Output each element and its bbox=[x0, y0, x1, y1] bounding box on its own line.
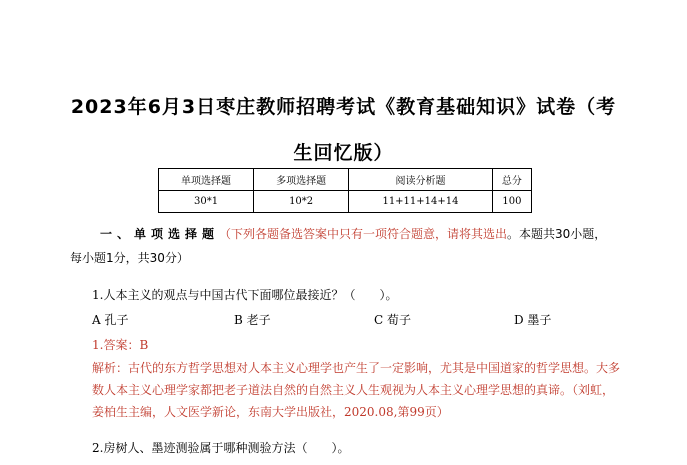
option-d: D 墨子 bbox=[514, 313, 552, 327]
score-header-cell: 多项选择题 bbox=[254, 169, 349, 191]
score-header-cell: 阅读分析题 bbox=[349, 169, 493, 191]
score-table-header-row bbox=[159, 169, 532, 191]
exam-title-line2: 生回忆版） bbox=[293, 142, 394, 164]
question-1-answer: 1.答案：B bbox=[92, 338, 149, 352]
option-a: A 孔子 bbox=[92, 313, 129, 327]
option-c: C 荀子 bbox=[374, 313, 411, 327]
exam-title-line1: 2023年6月3日枣庄教师招聘考试《教育基础知识》试卷（考 bbox=[70, 96, 617, 118]
question-1-explanation: 解析：古代的东方哲学思想对人本主义心理学也产生了一定影响，尤其是中国道家的哲学思想。大多数人本主义心理学家都把老子道法自然的自然主义人生观视为人本主义心理学思想的真谛。（刘虹，姜柏生主编，人文医学新论，东南大学出版社，2020.08,第99页） bbox=[92, 361, 621, 419]
score-value-cell: 100 bbox=[492, 191, 531, 213]
score-value-cell: 30*1 bbox=[159, 191, 254, 213]
score-table-value-row bbox=[159, 191, 532, 213]
score-header-cell: 单项选择题 bbox=[159, 169, 254, 191]
section-instruction-red: （下列各题备选答案中只有一项符合题意，请将其选出 bbox=[219, 227, 508, 241]
option-b: B 老子 bbox=[234, 313, 271, 327]
section-instruction-tail: 。本题共30小题，每小题1分，共30分） bbox=[70, 227, 607, 265]
question-2-text: 2.房树人、墨迹测验属于哪种测验方法（ ）。 bbox=[92, 441, 350, 455]
question-1-text: 1.人本主义的观点与中国古代下面哪位最接近？（ ）。 bbox=[92, 288, 398, 302]
score-value-cell: 10*2 bbox=[254, 191, 349, 213]
section-heading bbox=[70, 222, 618, 270]
score-table bbox=[158, 168, 532, 213]
section-title: 一、单项选择题 bbox=[100, 227, 220, 241]
score-header-cell: 总分 bbox=[492, 169, 531, 191]
score-value-cell: 11+11+14+14 bbox=[349, 191, 493, 213]
